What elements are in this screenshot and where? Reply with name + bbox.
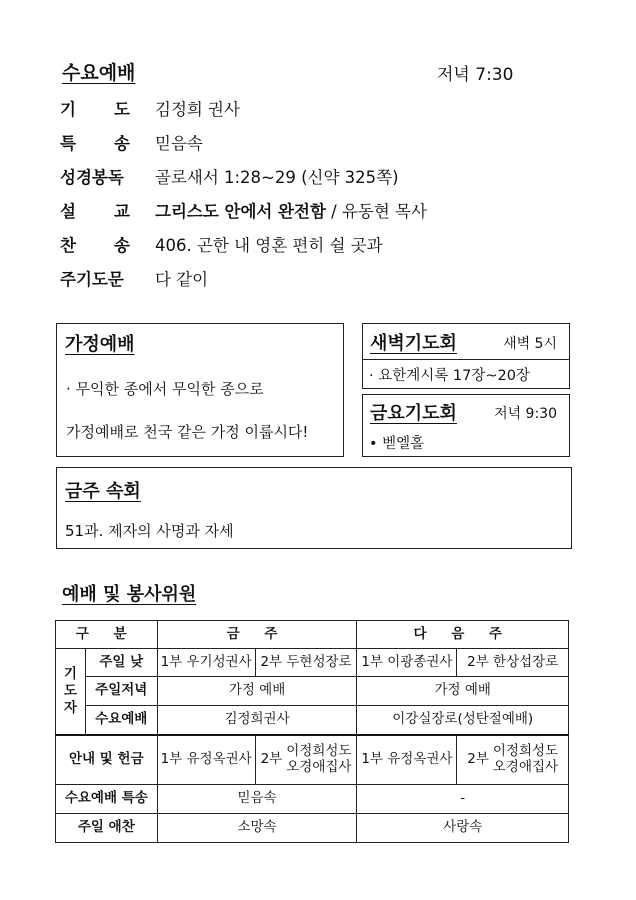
cell: 가정 예배: [157, 677, 357, 706]
order-value: 믿음속: [155, 134, 203, 153]
row-label: 수요예배 특송: [56, 785, 158, 814]
dawn-prayer-time: 새벽 5시: [503, 336, 557, 352]
order-label-char: 특: [60, 134, 76, 153]
cell: 소망속: [157, 814, 357, 843]
order-value: 골로새서 1:28~29 (신약 325쪽): [155, 168, 399, 187]
name: 오경애집사: [286, 758, 352, 775]
wednesday-service-title: 수요예배: [62, 62, 136, 84]
order-value: 406. 곤한 내 영혼 편히 쉴 곳과: [155, 236, 383, 255]
home-worship-box: [56, 323, 344, 457]
order-value: 김정희 권사: [155, 100, 240, 119]
cell: [457, 735, 569, 785]
cell: 1부 유정옥권사: [357, 735, 457, 785]
order-label-char: 설: [60, 202, 76, 221]
header-category: 구 분: [56, 621, 158, 649]
order-label-char: 교: [114, 202, 130, 221]
cell: 1부 이광종권사: [357, 649, 457, 677]
part-label: 2부: [467, 750, 489, 767]
home-worship-line2: 가정예배로 천국 같은 가정 이룹시다!: [66, 423, 309, 441]
divider: [363, 359, 569, 360]
order-label-char: 송: [114, 236, 130, 255]
table-row: [56, 735, 569, 785]
cell: 김정희권사: [157, 706, 357, 735]
service-staff-table: [55, 620, 569, 843]
name: 이정희성도: [492, 743, 559, 760]
order-label: [60, 96, 130, 120]
order-label-char: 기: [60, 100, 76, 119]
prayer-group-char: 자: [63, 699, 77, 716]
friday-prayer-time: 저녁 9:30: [494, 406, 557, 422]
friday-prayer-desc: • 벧엘홀: [369, 436, 425, 452]
table-row: [56, 814, 569, 843]
dawn-prayer-box: [362, 323, 570, 389]
cell: 가정 예배: [357, 677, 569, 706]
dawn-prayer-desc: · 요한계시록 17장~20장: [369, 368, 530, 384]
order-label: 주기도문: [60, 270, 124, 289]
table-row: [56, 785, 569, 814]
prayer-group-char: 도: [63, 682, 77, 699]
order-label: [60, 232, 130, 256]
row-label: 주일저녁: [85, 677, 157, 706]
service-staff-title: 예배 및 봉사위원: [62, 584, 197, 605]
cell: 1부 유정옥권사: [157, 735, 255, 785]
row-label: 수요예배: [85, 706, 157, 735]
order-label: [60, 198, 130, 222]
cell: 사랑속: [357, 814, 569, 843]
names: [493, 744, 558, 775]
table-row: [56, 649, 569, 677]
cell: 믿음속: [157, 785, 357, 814]
header-next-week: 다 음 주: [357, 621, 569, 649]
name: 이정희성도: [286, 743, 352, 760]
name: 오경애집사: [492, 758, 559, 775]
row-label: 주일 낮: [85, 649, 157, 677]
friday-prayer-box: [362, 394, 570, 457]
order-label: [60, 130, 130, 154]
table-header-row: [56, 621, 569, 649]
prayer-group-label: [56, 649, 86, 735]
friday-prayer-title: 금요기도회: [370, 403, 457, 424]
cell: 이강실장로(성탄절예배): [357, 706, 569, 735]
weekly-lesson-box: [56, 467, 572, 549]
home-worship-line1: · 무익한 종에서 무익한 종으로: [66, 380, 264, 398]
part-label: 2부: [260, 750, 283, 767]
order-label-char: 송: [114, 134, 130, 153]
header-this-week: 금 주: [157, 621, 357, 649]
names: [286, 744, 351, 775]
order-value: [155, 198, 427, 222]
row-label: 안내 및 헌금: [56, 735, 158, 785]
order-value: 다 같이: [155, 270, 209, 289]
cell: 1부 우기성권사: [157, 649, 255, 677]
weekly-lesson-desc: 51과. 제자의 사명과 자세: [65, 522, 234, 540]
wednesday-service-time: 저녁 7:30: [437, 65, 514, 85]
table-row: [56, 706, 569, 735]
sermon-title: 그리스도 안에서 완전함: [155, 202, 326, 221]
home-worship-title: 가정예배: [65, 334, 135, 355]
order-label-char: 도: [114, 100, 130, 119]
dawn-prayer-title: 새벽기도회: [370, 333, 457, 354]
table-row: [56, 677, 569, 706]
row-label: 주일 애찬: [56, 814, 158, 843]
order-label-char: 찬: [60, 236, 76, 255]
order-label: 성경봉독: [60, 168, 124, 187]
cell: 2부 두현성장로: [255, 649, 357, 677]
cell: 2부 한상섭장로: [457, 649, 569, 677]
weekly-lesson-title: 금주 속회: [65, 481, 141, 502]
cell: [255, 735, 357, 785]
sermon-preacher: / 유동현 목사: [325, 202, 427, 221]
cell: -: [357, 785, 569, 814]
prayer-group-char: 기: [63, 666, 77, 683]
